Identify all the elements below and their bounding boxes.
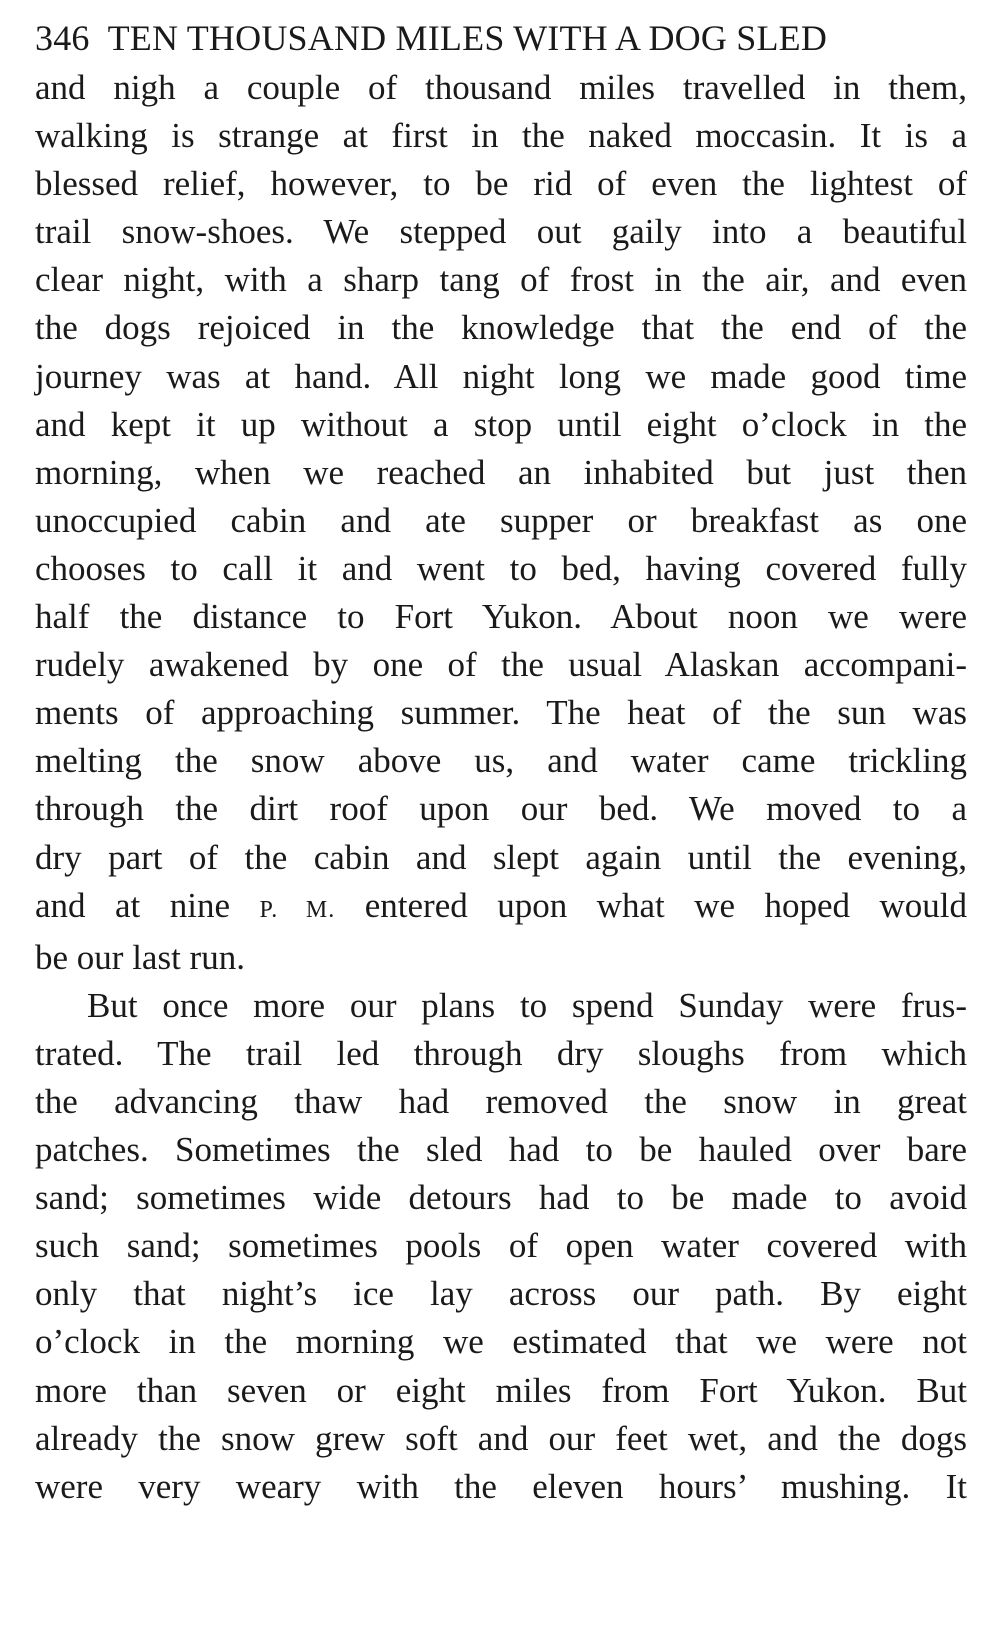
text-segment: and at nine [35, 885, 260, 925]
text-line: already the snow grew soft and our feet wet, and the dogs [35, 1418, 967, 1458]
text-line: rudely awakened by one of the usual Alaskan accompani- [35, 645, 967, 685]
paragraph-2 [35, 982, 967, 1511]
text-line: and nigh a couple of thousand miles travelled in them, [35, 68, 967, 107]
text-line: and kept it up without a stop until eight o’clock in the [35, 404, 967, 444]
text-line: dry part of the cabin and slept again until the evening, [35, 837, 967, 877]
page-number: 346 [35, 18, 90, 58]
text-line: trated. The trail led through dry sloughs from which [35, 1033, 967, 1073]
text-line [35, 882, 967, 934]
text-line: be our last run. [35, 937, 245, 977]
text-line: But once more our plans to spend Sunday were frus- [87, 985, 967, 1025]
text-line: clear night, with a sharp tang of frost in the air, and even [35, 260, 967, 300]
paragraph-1 [35, 64, 967, 982]
text-line: journey was at hand. All night long we made good time [35, 356, 967, 396]
text-line: such sand; sometimes pools of open water covered with [35, 1226, 967, 1266]
text-line: the dogs rejoiced in the knowledge that the end of the [35, 308, 967, 348]
text-line: blessed relief, however, to be rid of even the lightest of [35, 164, 967, 204]
text-line: melting the snow above us, and water came trickling [35, 741, 967, 781]
text-line: through the dirt roof upon our bed. We moved to a [35, 789, 967, 829]
text-line: half the distance to Fort Yukon. About noon we were [35, 597, 967, 637]
text-line: the advancing thaw had removed the snow in great [35, 1081, 967, 1121]
text-line: chooses to call it and went to bed, having covered fully [35, 548, 967, 588]
text-line: more than seven or eight miles from Fort Yukon. But [35, 1370, 967, 1410]
book-page [35, 14, 967, 1511]
body-text [35, 64, 967, 1511]
text-line: o’clock in the morning we estimated that we were not [35, 1322, 967, 1362]
text-line: unoccupied cabin and ate supper or breakfast as one [35, 500, 967, 540]
book-title: TEN THOUSAND MILES WITH A DOG SLED [107, 18, 828, 58]
time-abbreviation: P. M. [259, 896, 336, 923]
text-line: only that night’s ice lay across our path. By eight [35, 1274, 967, 1314]
text-line: were very weary with the eleven hours’ mushing. It [35, 1466, 967, 1506]
text-line: sand; sometimes wide detours had to be made to avoid [35, 1178, 967, 1218]
text-line: trail snow-shoes. We stepped out gaily into a beautiful [35, 212, 967, 252]
text-segment: entered upon what we hoped would [335, 885, 967, 925]
text-line: patches. Sometimes the sled had to be hauled over bare [35, 1130, 967, 1170]
text-line: morning, when we reached an inhabited but just then [35, 452, 967, 492]
text-line: walking is strange at first in the naked moccasin. It is a [35, 116, 967, 156]
running-head [35, 14, 967, 62]
text-line: ments of approaching summer. The heat of the sun was [35, 693, 967, 733]
